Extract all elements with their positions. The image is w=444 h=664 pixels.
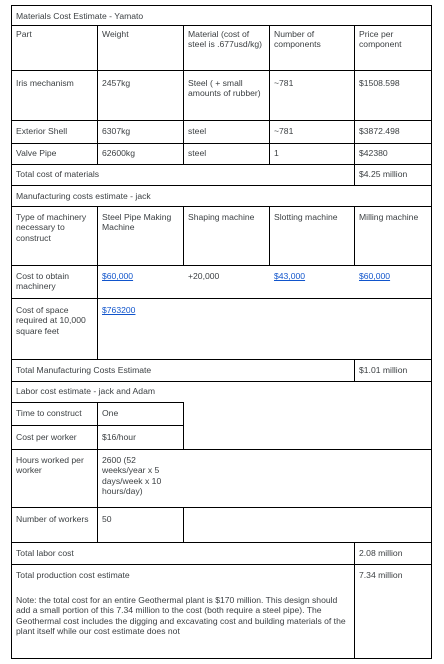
weight-cell: 62600kg bbox=[102, 148, 135, 158]
column-divider bbox=[183, 507, 184, 543]
weight-cell: 6307kg bbox=[102, 126, 131, 136]
header-part: Part bbox=[16, 29, 32, 39]
obtain-cost-link[interactable]: $60,000 bbox=[359, 271, 391, 281]
labor-row-value: One bbox=[102, 408, 119, 418]
header-number-of-components: Number of components bbox=[274, 29, 321, 50]
price-cell: $3872.498 bbox=[359, 126, 400, 136]
part-cell: Iris mechanism bbox=[16, 78, 74, 88]
labor-row-value: 50 bbox=[102, 514, 112, 524]
machine-type-cell: Steel Pipe Making Machine bbox=[102, 212, 172, 233]
manufacturing-total-label: Total Manufacturing Costs Estimate bbox=[16, 365, 152, 375]
part-cell: Exterior Shell bbox=[16, 126, 68, 136]
part-cell: Valve Pipe bbox=[16, 148, 57, 158]
machine-type-cell: Shaping machine bbox=[188, 212, 255, 222]
production-total-value: 7.34 million bbox=[359, 570, 403, 580]
price-cell: $1508.598 bbox=[359, 78, 400, 88]
labor-total-label: Total labor cost bbox=[16, 548, 74, 558]
header-weight: Weight bbox=[102, 29, 129, 39]
table-border bbox=[431, 5, 432, 659]
space-cost-link[interactable]: $763200 bbox=[102, 305, 136, 315]
production-note: Note: the total cost for an entire Geothermal plant is $170 million. This design should add a small portion of this 7.34 million to the cost (both require a steel pipe). The Geothermal cost includes the digging and excavating cost and building materials of the plant itself while our cost estimate does not bbox=[16, 595, 346, 637]
table-border bbox=[11, 658, 432, 659]
materials-total-value: $4.25 million bbox=[359, 169, 408, 179]
obtain-cost-cell: +20,000 bbox=[188, 271, 220, 281]
weight-cell: 2457kg bbox=[102, 78, 131, 88]
materials-total-label: Total cost of materials bbox=[16, 169, 100, 179]
production-total-label: Total production cost estimate bbox=[16, 570, 130, 580]
labor-row-label: Hours worked per worker bbox=[16, 455, 84, 476]
labor-row-label: Number of workers bbox=[16, 514, 89, 524]
obtain-cost-cell bbox=[270, 266, 354, 298]
machine-type-cell: Slotting machine bbox=[274, 212, 338, 222]
labor-row-value: $16/hour bbox=[102, 432, 136, 442]
obtain-cost-link[interactable]: $43,000 bbox=[274, 271, 306, 281]
header-material: Material (cost of steel is .677usd/kg) bbox=[188, 29, 263, 50]
manufacturing-section-title: Manufacturing costs estimate - jack bbox=[16, 191, 151, 201]
space-cost-cell bbox=[98, 299, 183, 359]
material-cell: Steel ( + small amounts of rubber) bbox=[188, 78, 261, 99]
obtain-cost-cell bbox=[98, 266, 183, 298]
components-cell: 1 bbox=[274, 148, 279, 158]
machine-type-cell: Milling machine bbox=[359, 212, 419, 222]
obtain-cost-cell bbox=[355, 266, 431, 298]
labor-row-value: 2600 (52 weeks/year x 5 days/week x 10 hours/day) bbox=[102, 455, 162, 497]
labor-row-label: Time to construct bbox=[16, 408, 82, 418]
header-price-per-component: Price per component bbox=[359, 29, 402, 50]
machinery-type-label: Type of machinery necessary to construct bbox=[16, 212, 87, 243]
components-cell: ~781 bbox=[274, 126, 294, 136]
price-cell: $42380 bbox=[359, 148, 388, 158]
labor-total-value: 2.08 million bbox=[359, 548, 403, 558]
material-cell: steel bbox=[188, 148, 207, 158]
materials-section-title: Materials Cost Estimate - Yamato bbox=[16, 11, 144, 21]
manufacturing-total-value: $1.01 million bbox=[359, 365, 408, 375]
space-cost-label: Cost of space required at 10,000 square feet bbox=[16, 305, 86, 336]
material-cell: steel bbox=[188, 126, 207, 136]
obtain-cost-label: Cost to obtain machinery bbox=[16, 271, 70, 292]
labor-row-label: Cost per worker bbox=[16, 432, 77, 442]
column-divider bbox=[183, 402, 184, 450]
components-cell: ~781 bbox=[274, 78, 294, 88]
obtain-cost-link[interactable]: $60,000 bbox=[102, 271, 134, 281]
labor-section-title: Labor cost estimate - jack and Adam bbox=[16, 386, 156, 396]
